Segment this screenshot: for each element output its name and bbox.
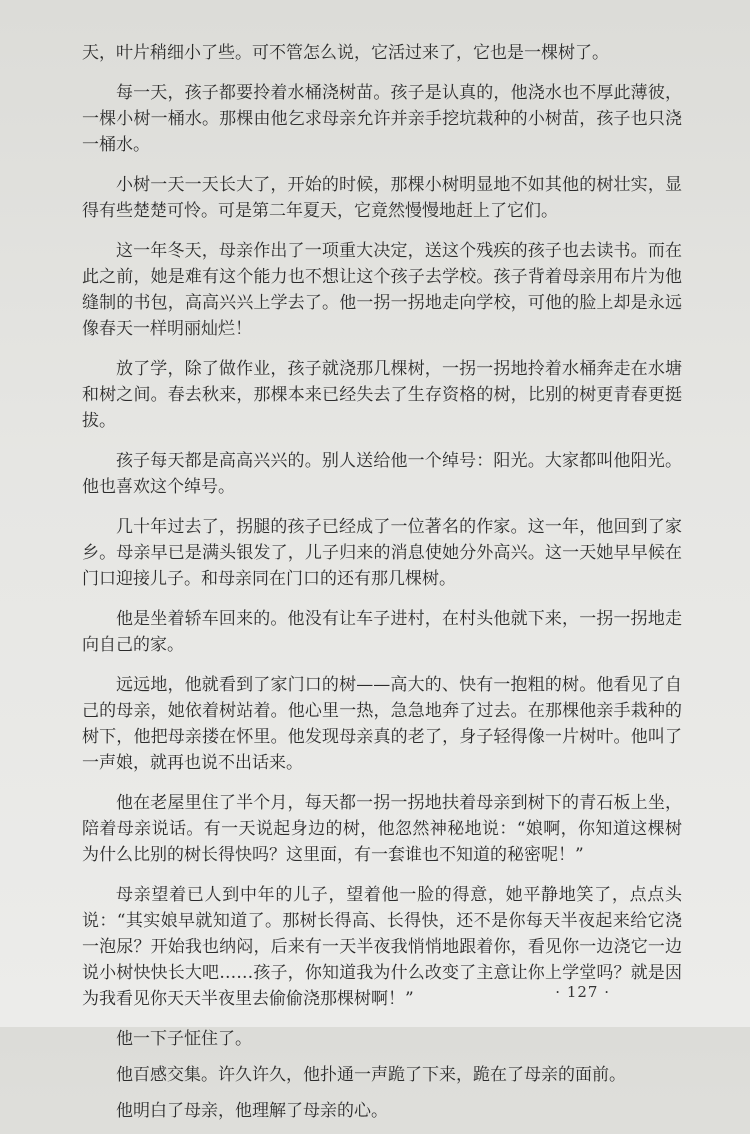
paragraph-4: 这一年冬天，母亲作出了一项重大决定，送这个残疾的孩子也去读书。而在此之前，她是难有这个能力也不想让这个孩子去学校。孩子背着母亲用布片为他缝制的书包，高高兴兴上学去了。他一拐一拐地走向学校，可他的脸上却是永远像春天一样明丽灿烂！ xyxy=(82,241,682,339)
paragraph-9: 远远地，他就看到了家门口的树——高大的、快有一抱粗的树。他看见了自己的母亲，她依着树站着。他心里一热，急急地奔了过去。在那棵他亲手栽种的树下，他把母亲搂在怀里。他发现母亲真的老了，身子轻得像一片树叶。他叫了一声娘，就再也说不出话来。 xyxy=(82,675,682,773)
paragraph-6: 孩子每天都是高高兴兴的。别人送给他一个绰号：阳光。大家都叫他阳光。他也喜欢这个绰号。 xyxy=(82,451,682,497)
paragraph-1: 天，叶片稍细小了些。可不管怎么说，它活过来了，它也是一棵树了。 xyxy=(82,43,609,63)
paragraph-8: 他是坐着轿车回来的。他没有让车子进村，在村头他就下来，一拐一拐地走向自己的家。 xyxy=(82,609,682,655)
paragraph-5: 放了学，除了做作业，孩子就浇那几棵树，一拐一拐地拎着水桶奔走在水塘和树之间。春去秋来，那棵本来已经失去了生存资格的树，比别的树更青春更挺拔。 xyxy=(82,359,682,431)
paragraph-13: 他百感交集。许久许久，他扑通一声跪了下来，跪在了母亲的面前。 xyxy=(116,1065,626,1085)
page-number: · 127 · xyxy=(555,983,610,1001)
paragraph-12: 他一下子怔住了。 xyxy=(116,1029,252,1049)
paragraph-3: 小树一天一天长大了，开始的时候，那棵小树明显地不如其他的树壮实，显得有些楚楚可怜。可是第二年夏天，它竟然慢慢地赶上了它们。 xyxy=(82,175,682,221)
paragraph-11: 母亲望着已人到中年的儿子，望着他一脸的得意，她平静地笑了，点点头说：“其实娘早就知道了。那树长得高、长得快，还不是你每天半夜起来给它浇一泡尿？开始我也纳闷，后来有一天半夜我悄悄地跟着你，看见你一边浇它一边说小树快快长大吧……孩子，你知道我为什么改变了主意让你上学堂吗？就是因为我看见你天天半夜里去偷偷浇那棵树啊！” xyxy=(82,885,682,1009)
paragraph-14: 他明白了母亲，他理解了母亲的心。 xyxy=(116,1101,388,1121)
body-text xyxy=(82,40,682,1134)
paragraph-10: 他在老屋里住了半个月，每天都一拐一拐地扶着母亲到树下的青石板上坐，陪着母亲说话。有一天说起身边的树，他忽然神秘地说：“娘啊，你知道这棵树为什么比别的树长得快吗？这里面，有一套谁也不知道的秘密呢！” xyxy=(82,793,682,865)
paragraph-7: 几十年过去了，拐腿的孩子已经成了一位著名的作家。这一年，他回到了家乡。母亲早已是满头银发了，儿子归来的消息使她分外高兴。这一天她早早候在门口迎接儿子。和母亲同在门口的还有那几棵树。 xyxy=(82,517,682,589)
paragraph-2: 每一天，孩子都要拎着水桶浇树苗。孩子是认真的，他浇水也不厚此薄彼，一棵小树一桶水。那棵由他乞求母亲允许并亲手挖坑栽种的小树苗，孩子也只浇一桶水。 xyxy=(82,83,682,155)
